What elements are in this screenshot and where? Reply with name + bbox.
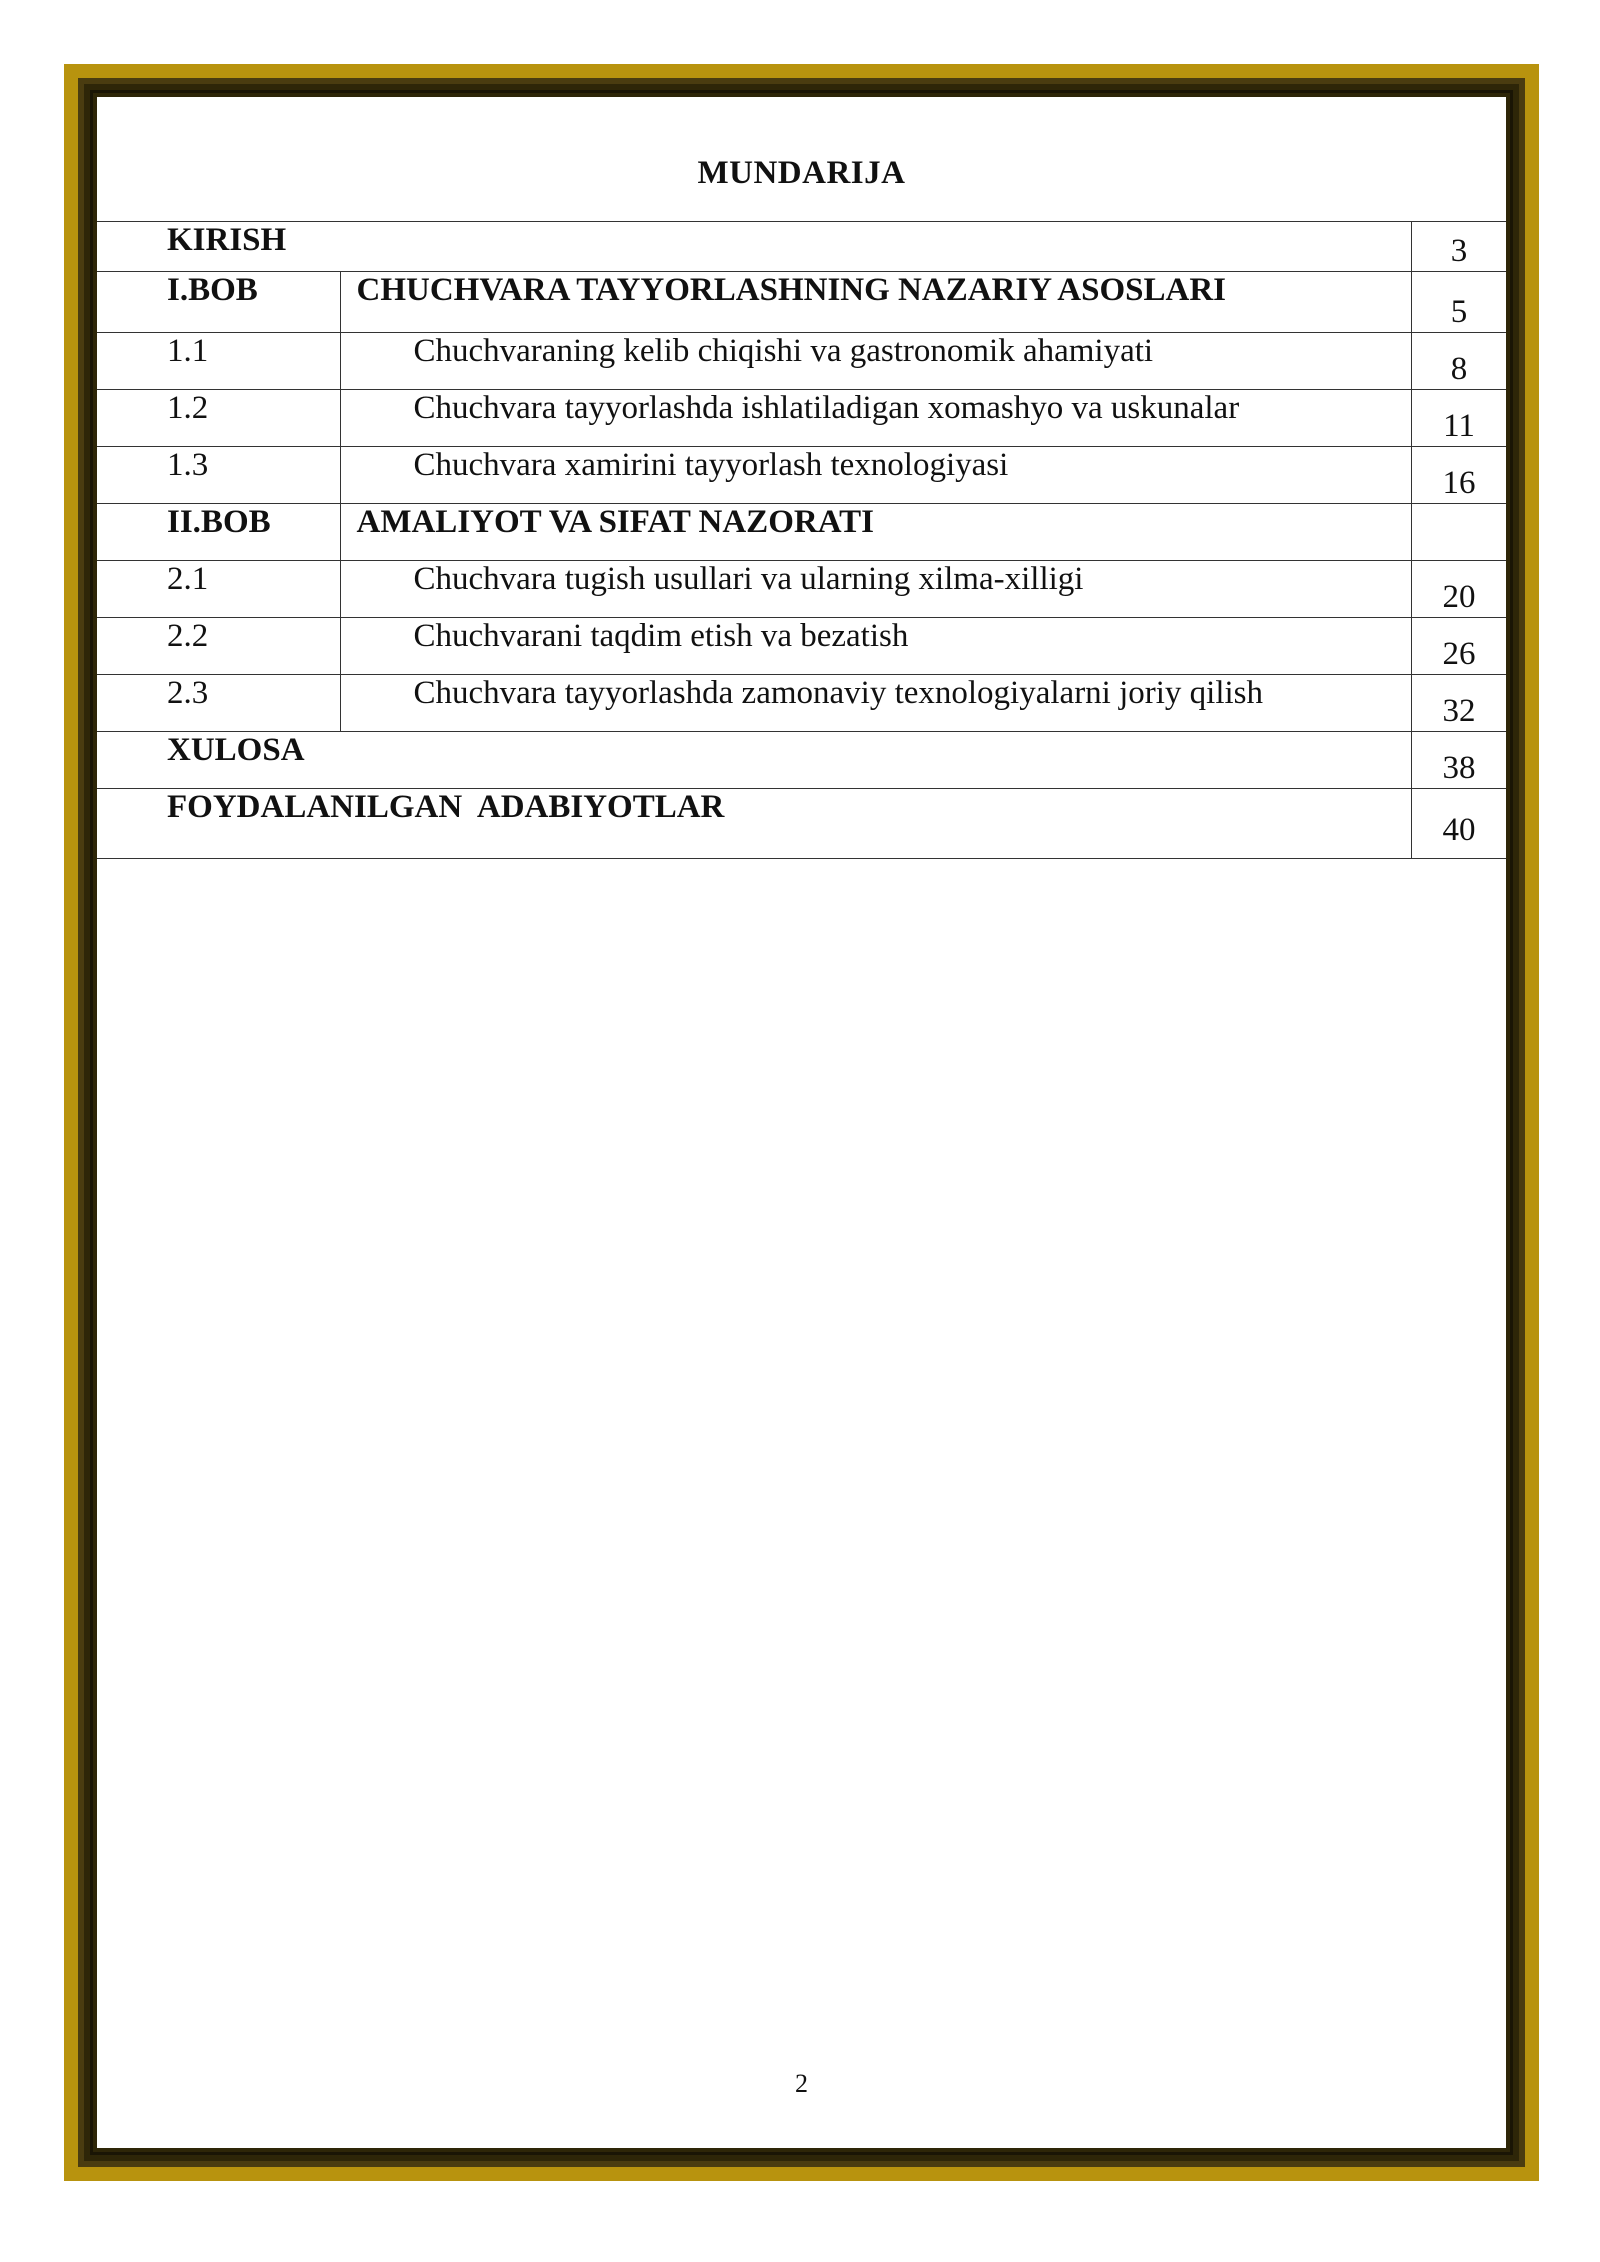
toc-page: 11 [1412,390,1507,447]
toc-page: 26 [1412,618,1507,675]
toc-row-adabiyotlar [97,789,1506,859]
table-of-contents [97,221,1506,859]
toc-page: 20 [1412,561,1507,618]
toc-row-1-2 [97,390,1506,447]
toc-number: 1.2 [97,390,340,447]
toc-page: 32 [1412,675,1507,732]
toc-chapter-title: AMALIYOT VA SIFAT NAZORATI [340,504,1412,561]
toc-number: 1.1 [97,333,340,390]
toc-row-xulosa [97,732,1506,789]
toc-page: 3 [1412,222,1507,272]
toc-section-title: Chuchvara tayyorlashda zamonaviy texnologiyalarni joriy qilish [340,675,1412,732]
toc-row-chapter2 [97,504,1506,561]
toc-page: 8 [1412,333,1507,390]
toc-section-title: Chuchvarani taqdim etish va bezatish [340,618,1412,675]
toc-section-title: Chuchvara xamirini tayyorlash texnologiyasi [340,447,1412,504]
toc-number: 1.3 [97,447,340,504]
toc-number: I.BOB [97,272,340,333]
toc-row-2-1 [97,561,1506,618]
toc-label: KIRISH [97,222,1412,272]
toc-chapter-title: CHUCHVARA TAYYORLASHNING NAZARIY ASOSLARI [340,272,1412,333]
toc-page: 40 [1412,789,1507,859]
toc-row-2-2 [97,618,1506,675]
toc-section-title: Chuchvara tayyorlashda ishlatiladigan xomashyo va uskunalar [340,390,1412,447]
toc-section-title: Chuchvara tugish usullari va ularning xilma-xilligi [340,561,1412,618]
toc-page: 5 [1412,272,1507,333]
document-page [97,97,1506,2148]
toc-row-chapter1 [97,272,1506,333]
toc-number: 2.2 [97,618,340,675]
toc-label: FOYDALANILGAN ADABIYOTLAR [97,789,1412,859]
toc-row-1-3 [97,447,1506,504]
toc-row-2-3 [97,675,1506,732]
toc-row-1-1 [97,333,1506,390]
toc-page: 38 [1412,732,1507,789]
toc-number: 2.1 [97,561,340,618]
page-title: MUNDARIJA [697,155,906,191]
toc-label: XULOSA [97,732,1412,789]
toc-number: 2.3 [97,675,340,732]
toc-page: 16 [1412,447,1507,504]
toc-number: II.BOB [97,504,340,561]
page-number: 2 [795,2069,808,2098]
toc-row-kirish [97,222,1506,272]
toc-section-title: Chuchvaraning kelib chiqishi va gastronomik ahamiyati [340,333,1412,390]
toc-page [1412,504,1507,561]
